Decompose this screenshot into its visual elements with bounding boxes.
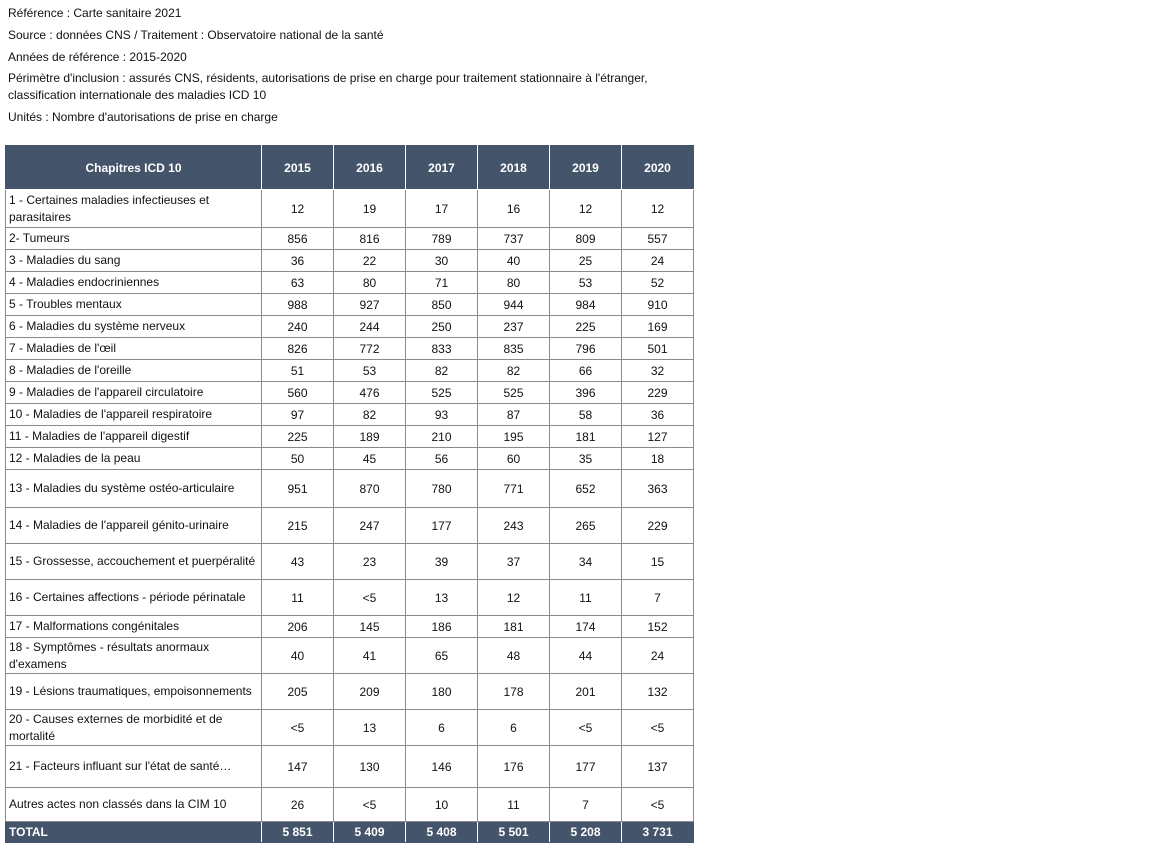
source-line: Source : données CNS / Traitement : Observatoire national de la santé [8,28,384,42]
value-cell: 181 [478,616,550,638]
value-cell: 51 [262,360,334,382]
chapter-label: 9 - Maladies de l'appareil circulatoire [6,382,262,404]
header-year-2017: 2017 [406,146,478,190]
value-cell: 71 [406,272,478,294]
value-cell: 225 [262,426,334,448]
value-cell: 201 [550,674,622,710]
value-cell: 250 [406,316,478,338]
total-label: TOTAL [6,822,262,843]
value-cell: 363 [622,470,694,508]
table-header [6,146,694,190]
value-cell: 186 [406,616,478,638]
chapter-label: 20 - Causes externes de morbidité et de mortalité [6,710,262,746]
table-row [6,190,694,228]
value-cell: <5 [262,710,334,746]
value-cell: 856 [262,228,334,250]
value-cell: 833 [406,338,478,360]
value-cell: 244 [334,316,406,338]
value-cell: 13 [334,710,406,746]
header-year-2020: 2020 [622,146,694,190]
chapter-label: 8 - Maladies de l'oreille [6,360,262,382]
value-cell: 13 [406,580,478,616]
value-cell: 63 [262,272,334,294]
table-row [6,294,694,316]
value-cell: 25 [550,250,622,272]
value-cell: 870 [334,470,406,508]
chapter-label: 11 - Maladies de l'appareil digestif [6,426,262,448]
value-cell: 82 [478,360,550,382]
value-cell: 240 [262,316,334,338]
table-row [6,426,694,448]
value-cell: <5 [550,710,622,746]
value-cell: 43 [262,544,334,580]
chapter-label: 15 - Grossesse, accouchement et puerpéralité [6,544,262,580]
value-cell: 557 [622,228,694,250]
chapter-label: 21 - Facteurs influant sur l'état de santé… [6,746,262,788]
value-cell: 396 [550,382,622,404]
inclusion-perimeter-line: Périmètre d'inclusion : assurés CNS, résidents, autorisations de prise en charge pour traitement stationnaire à l'étranger, classification internationale des maladies ICD 10 [8,71,648,102]
value-cell: 66 [550,360,622,382]
value-cell: 225 [550,316,622,338]
chapter-label: 4 - Maladies endocriniennes [6,272,262,294]
table-row [6,508,694,544]
value-cell: <5 [334,580,406,616]
value-cell: 146 [406,746,478,788]
reference-years-line: Années de référence : 2015-2020 [8,50,187,64]
table-body [6,190,694,822]
value-cell: 11 [550,580,622,616]
value-cell: 772 [334,338,406,360]
value-cell: 12 [550,190,622,228]
value-cell: 169 [622,316,694,338]
value-cell: 984 [550,294,622,316]
value-cell: 16 [478,190,550,228]
value-cell: 15 [622,544,694,580]
header-year-2016: 2016 [334,146,406,190]
value-cell: 189 [334,426,406,448]
table-row [6,448,694,470]
value-cell: 180 [406,674,478,710]
value-cell: 87 [478,404,550,426]
value-cell: 24 [622,638,694,674]
value-cell: 780 [406,470,478,508]
header-row [6,146,694,190]
value-cell: 45 [334,448,406,470]
chapter-label: 5 - Troubles mentaux [6,294,262,316]
chapter-label: 17 - Malformations congénitales [6,616,262,638]
value-cell: 501 [622,338,694,360]
value-cell: 210 [406,426,478,448]
value-cell: 243 [478,508,550,544]
value-cell: 23 [334,544,406,580]
value-cell: 7 [550,788,622,822]
value-cell: 181 [550,426,622,448]
value-cell: <5 [622,710,694,746]
value-cell: 177 [406,508,478,544]
total-row [6,822,694,843]
chapter-label: 6 - Maladies du système nerveux [6,316,262,338]
value-cell: 205 [262,674,334,710]
value-cell: 476 [334,382,406,404]
value-cell: 988 [262,294,334,316]
value-cell: 850 [406,294,478,316]
value-cell: 82 [334,404,406,426]
value-cell: 145 [334,616,406,638]
table-row [6,316,694,338]
table-row [6,616,694,638]
value-cell: 18 [622,448,694,470]
value-cell: 816 [334,228,406,250]
value-cell: 215 [262,508,334,544]
value-cell: 737 [478,228,550,250]
value-cell: 771 [478,470,550,508]
value-cell: 796 [550,338,622,360]
chapter-label: 16 - Certaines affections - période périnatale [6,580,262,616]
value-cell: 6 [478,710,550,746]
table-row [6,338,694,360]
value-cell: 56 [406,448,478,470]
value-cell: 789 [406,228,478,250]
value-cell: 24 [622,250,694,272]
total-cell: 5 851 [262,822,334,843]
metadata-block [8,0,648,126]
total-cell: 3 731 [622,822,694,843]
value-cell: 80 [334,272,406,294]
table-row [6,580,694,616]
value-cell: 152 [622,616,694,638]
value-cell: 35 [550,448,622,470]
value-cell: 37 [478,544,550,580]
value-cell: 19 [334,190,406,228]
value-cell: 130 [334,746,406,788]
chapter-label: 1 - Certaines maladies infectieuses et parasitaires [6,190,262,228]
value-cell: 12 [262,190,334,228]
table-footer [6,822,694,843]
value-cell: 60 [478,448,550,470]
value-cell: 41 [334,638,406,674]
value-cell: 177 [550,746,622,788]
value-cell: 809 [550,228,622,250]
value-cell: 65 [406,638,478,674]
value-cell: 30 [406,250,478,272]
chapter-label: 14 - Maladies de l'appareil génito-urinaire [6,508,262,544]
table-row [6,710,694,746]
value-cell: 17 [406,190,478,228]
units-line: Unités : Nombre d'autorisations de prise en charge [8,110,278,124]
table-row [6,228,694,250]
value-cell: 944 [478,294,550,316]
total-cell: 5 409 [334,822,406,843]
value-cell: 53 [550,272,622,294]
chapter-label: 10 - Maladies de l'appareil respiratoire [6,404,262,426]
value-cell: 10 [406,788,478,822]
value-cell: <5 [622,788,694,822]
chapter-label: 12 - Maladies de la peau [6,448,262,470]
value-cell: 36 [622,404,694,426]
value-cell: 137 [622,746,694,788]
value-cell: <5 [334,788,406,822]
value-cell: 178 [478,674,550,710]
value-cell: 6 [406,710,478,746]
value-cell: 39 [406,544,478,580]
value-cell: 48 [478,638,550,674]
value-cell: 26 [262,788,334,822]
value-cell: 7 [622,580,694,616]
table-row [6,544,694,580]
value-cell: 52 [622,272,694,294]
value-cell: 206 [262,616,334,638]
chapter-label: 19 - Lésions traumatiques, empoisonnements [6,674,262,710]
value-cell: 82 [406,360,478,382]
value-cell: 209 [334,674,406,710]
total-cell: 5 408 [406,822,478,843]
value-cell: 11 [478,788,550,822]
value-cell: 265 [550,508,622,544]
value-cell: 97 [262,404,334,426]
value-cell: 525 [406,382,478,404]
value-cell: 176 [478,746,550,788]
value-cell: 927 [334,294,406,316]
value-cell: 560 [262,382,334,404]
value-cell: 229 [622,382,694,404]
value-cell: 229 [622,508,694,544]
table-row [6,470,694,508]
value-cell: 174 [550,616,622,638]
value-cell: 44 [550,638,622,674]
value-cell: 12 [478,580,550,616]
value-cell: 34 [550,544,622,580]
total-cell: 5 501 [478,822,550,843]
table-row [6,404,694,426]
value-cell: 195 [478,426,550,448]
value-cell: 80 [478,272,550,294]
value-cell: 132 [622,674,694,710]
reference-line: Référence : Carte sanitaire 2021 [8,6,182,20]
table-row [6,360,694,382]
value-cell: 36 [262,250,334,272]
chapter-label: 3 - Maladies du sang [6,250,262,272]
value-cell: 247 [334,508,406,544]
chapter-label: 7 - Maladies de l'œil [6,338,262,360]
total-cell: 5 208 [550,822,622,843]
value-cell: 826 [262,338,334,360]
value-cell: 951 [262,470,334,508]
chapter-label: 13 - Maladies du système ostéo-articulaire [6,470,262,508]
value-cell: 53 [334,360,406,382]
value-cell: 910 [622,294,694,316]
chapter-label: 18 - Symptômes - résultats anormaux d'examens [6,638,262,674]
value-cell: 127 [622,426,694,448]
header-year-2018: 2018 [478,146,550,190]
table-row [6,788,694,822]
header-year-2019: 2019 [550,146,622,190]
table-row [6,382,694,404]
chapter-label: 2- Tumeurs [6,228,262,250]
value-cell: 40 [262,638,334,674]
value-cell: 237 [478,316,550,338]
table-row [6,638,694,674]
value-cell: 835 [478,338,550,360]
table-row [6,272,694,294]
value-cell: 652 [550,470,622,508]
chapter-label: Autres actes non classés dans la CIM 10 [6,788,262,822]
value-cell: 147 [262,746,334,788]
value-cell: 22 [334,250,406,272]
table-row [6,674,694,710]
value-cell: 525 [478,382,550,404]
value-cell: 12 [622,190,694,228]
value-cell: 11 [262,580,334,616]
table-row [6,746,694,788]
icd10-authorizations-table [5,145,694,843]
header-chapters: Chapitres ICD 10 [6,146,262,190]
value-cell: 32 [622,360,694,382]
value-cell: 58 [550,404,622,426]
header-year-2015: 2015 [262,146,334,190]
value-cell: 50 [262,448,334,470]
value-cell: 40 [478,250,550,272]
value-cell: 93 [406,404,478,426]
table-row [6,250,694,272]
